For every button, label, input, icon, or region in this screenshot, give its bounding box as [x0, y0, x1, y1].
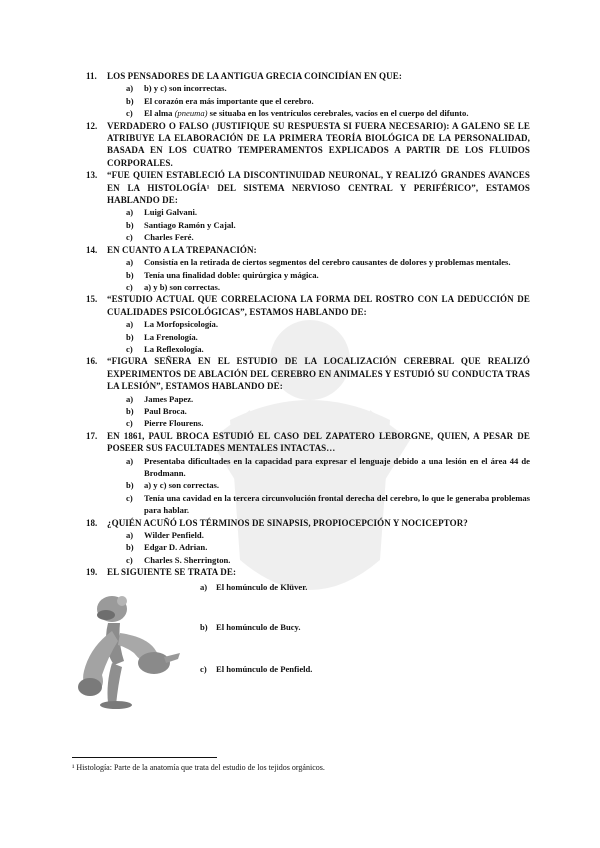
- question-14: [86, 244, 530, 256]
- question-number: 15.: [86, 294, 98, 305]
- answer-option: [126, 393, 530, 405]
- option-text-pre: El alma: [144, 108, 175, 119]
- footnote-divider: [72, 757, 217, 758]
- option-letter: b): [126, 95, 134, 106]
- option-letter: b): [200, 621, 208, 632]
- option-text: El homúnculo de Penfield.: [216, 663, 313, 674]
- question-17: [86, 430, 530, 455]
- option-letter: b): [126, 480, 134, 491]
- answer-option: [126, 417, 530, 429]
- option-text-post: se situaba en los ventrículos cerebrales, vacíos en el cuerpo del difunto.: [207, 108, 469, 119]
- answer-option: [126, 492, 530, 517]
- option-letter: c): [126, 232, 133, 243]
- option-letter: a): [200, 581, 208, 592]
- answer-option: [126, 231, 530, 243]
- homunculus-figure: [72, 587, 184, 709]
- option-text: a) y b) son correctas.: [144, 281, 220, 292]
- question-12: [86, 120, 530, 170]
- answer-option: [200, 581, 307, 593]
- answer-option: [126, 331, 530, 343]
- question-13: [86, 169, 530, 206]
- option-text: La Frenología.: [144, 331, 198, 342]
- question-text: “FUE QUIEN ESTABLECIÓ LA DISCONTINUIDAD NEURONAL, Y REALIZÓ GRANDES AVANCES EN LA HISTOLOGÍA¹ DEL SISTEMA NERVIOSO CENTRAL Y PERIFÉRICO”, ESTAMOS HABLANDO DE:: [107, 170, 530, 206]
- question-text: EL SIGUIENTE SE TRATA DE:: [107, 567, 237, 578]
- option-letter: a): [126, 530, 134, 541]
- option-letter: c): [126, 343, 133, 354]
- answer-option: [126, 95, 530, 107]
- option-text: Santiago Ramón y Cajal.: [144, 219, 236, 230]
- question-text: LOS PENSADORES DE LA ANTIGUA GRECIA COINCIDÍAN EN QUE:: [107, 71, 402, 81]
- answer-option: [126, 219, 530, 231]
- option-letter: c): [126, 108, 133, 119]
- option-text: Edgar D. Adrian.: [144, 542, 208, 553]
- option-text: El homúnculo de Klüver.: [216, 581, 308, 592]
- option-text: La Reflexología.: [144, 343, 204, 354]
- option-letter: c): [126, 281, 133, 292]
- answer-option: [126, 82, 530, 94]
- answer-option: [126, 107, 530, 119]
- option-letter: a): [126, 257, 134, 268]
- exam-questions: [86, 70, 530, 719]
- option-text: Wilder Penfield.: [144, 530, 204, 541]
- question-text: EN 1861, PAUL BROCA ESTUDIÓ EL CASO DEL ZAPATERO LEBORGNE, QUIEN, A PESAR DE POSEER SUS FACULTADES MENTALES INTACTAS…: [107, 430, 530, 454]
- answer-option: [126, 206, 530, 218]
- answer-option: [126, 343, 530, 355]
- option-letter: c): [126, 554, 133, 565]
- option-text: Pierre Flourens.: [144, 418, 204, 429]
- question-19-body: [86, 579, 530, 719]
- option-text: James Papez.: [144, 393, 194, 404]
- answer-option: [126, 455, 530, 480]
- option-text: Tenía una finalidad doble: quirúrgica y mágica.: [144, 269, 319, 280]
- answer-option: [126, 256, 530, 268]
- question-18: [86, 517, 530, 529]
- option-text: Presentaba dificultades en la capacidad para expresar el lenguaje debido a una lesión en el área 44 de Brodmann.: [144, 455, 530, 478]
- answer-option: [126, 554, 530, 566]
- option-letter: c): [126, 418, 133, 429]
- option-text: Luigi Galvani.: [144, 207, 198, 218]
- question-15: [86, 293, 530, 318]
- question-text: VERDADERO O FALSO (JUSTIFIQUE SU RESPUESTA SI FUERA NECESARIO): A GALENO SE LE ATRIBUYE LA ELABORACIÓN DE LA PRIMERA TEORÍA BIOLÓGICA DE LA PERSONALIDAD, BASADA EN LOS CUATRO TEMPERAMENTOS EXPLICADOS A PARTIR DE LOS FLUIDOS CORPORALES.: [107, 120, 530, 168]
- option-text: Consistía en la retirada de ciertos segmentos del cerebro causantes de dolores y problemas mentales.: [144, 257, 511, 268]
- answer-option: [200, 663, 312, 675]
- question-text: “ESTUDIO ACTUAL QUE CORRELACIONA LA FORMA DEL ROSTRO CON LA DEDUCCIÓN DE CUALIDADES PSICOLÓGICAS”, ESTAMOS HABLANDO DE:: [107, 294, 530, 317]
- answer-option: [126, 318, 530, 330]
- option-text: El corazón era más importante que el cerebro.: [144, 95, 314, 106]
- option-letter: b): [126, 331, 134, 342]
- option-text: a) y c) son correctas.: [144, 480, 220, 491]
- option-letter: b): [126, 269, 134, 280]
- answer-option: [200, 621, 301, 633]
- footnote: ¹ Histología: Parte de la anatomía que trata del estudio de los tejidos orgánicos.: [72, 763, 325, 772]
- answer-option: [126, 529, 530, 541]
- question-11: [86, 70, 530, 82]
- option-text: b) y c) son incorrectas.: [144, 83, 227, 94]
- option-letter: a): [126, 393, 134, 404]
- question-text: EN CUANTO A LA TREPANACIÓN:: [107, 244, 257, 255]
- option-letter: b): [126, 542, 134, 553]
- answer-option: [126, 541, 530, 553]
- option-letter: c): [200, 663, 207, 674]
- answer-option: [126, 281, 530, 293]
- question-number: 18.: [86, 517, 98, 528]
- answer-option: [126, 479, 530, 491]
- question-number: 13.: [86, 170, 98, 181]
- question-number: 12.: [86, 120, 98, 131]
- question-19: [86, 566, 530, 578]
- question-16: [86, 355, 530, 392]
- option-letter: b): [126, 405, 134, 416]
- question-number: 19.: [86, 567, 98, 578]
- option-text: Tenía una cavidad en la tercera circunvolución frontal derecha del cerebro, lo que le generaba problemas para hablar.: [144, 492, 530, 516]
- question-text: “FIGURA SEÑERA EN EL ESTUDIO DE LA LOCALIZACIÓN CEREBRAL QUE REALIZÓ EXPERIMENTOS DE ABLACIÓN DEL CEREBRO EN ANIMALES Y ESTUDIÓ SU CONDUCTA TRAS LA LESIÓN”, ESTAMOS HABLANDO DE:: [107, 356, 530, 392]
- question-number: 14.: [86, 244, 98, 255]
- option-text: El homúnculo de Bucy.: [216, 621, 301, 632]
- option-text: Charles Feré.: [144, 232, 194, 243]
- question-number: 11.: [86, 71, 97, 81]
- option-text: Paul Broca.: [144, 405, 187, 416]
- option-text: La Morfopsicología.: [144, 319, 218, 330]
- option-letter: a): [126, 207, 134, 218]
- option-letter: b): [126, 219, 134, 230]
- answer-option: [126, 405, 530, 417]
- option-text-italic: (pneuma): [174, 108, 208, 119]
- option-letter: a): [126, 319, 134, 330]
- question-text: ¿QUIÉN ACUÑÓ LOS TÉRMINOS DE SINAPSIS, PROPIOCEPCIÓN Y NOCICEPTOR?: [107, 517, 468, 528]
- option-letter: a): [126, 83, 134, 94]
- option-text: [144, 107, 530, 119]
- question-number: 16.: [86, 356, 98, 367]
- answer-option: [126, 269, 530, 281]
- option-letter: a): [126, 455, 134, 466]
- option-letter: c): [126, 492, 133, 503]
- question-number: 17.: [86, 430, 98, 441]
- option-text: Charles S. Sherrington.: [144, 554, 231, 565]
